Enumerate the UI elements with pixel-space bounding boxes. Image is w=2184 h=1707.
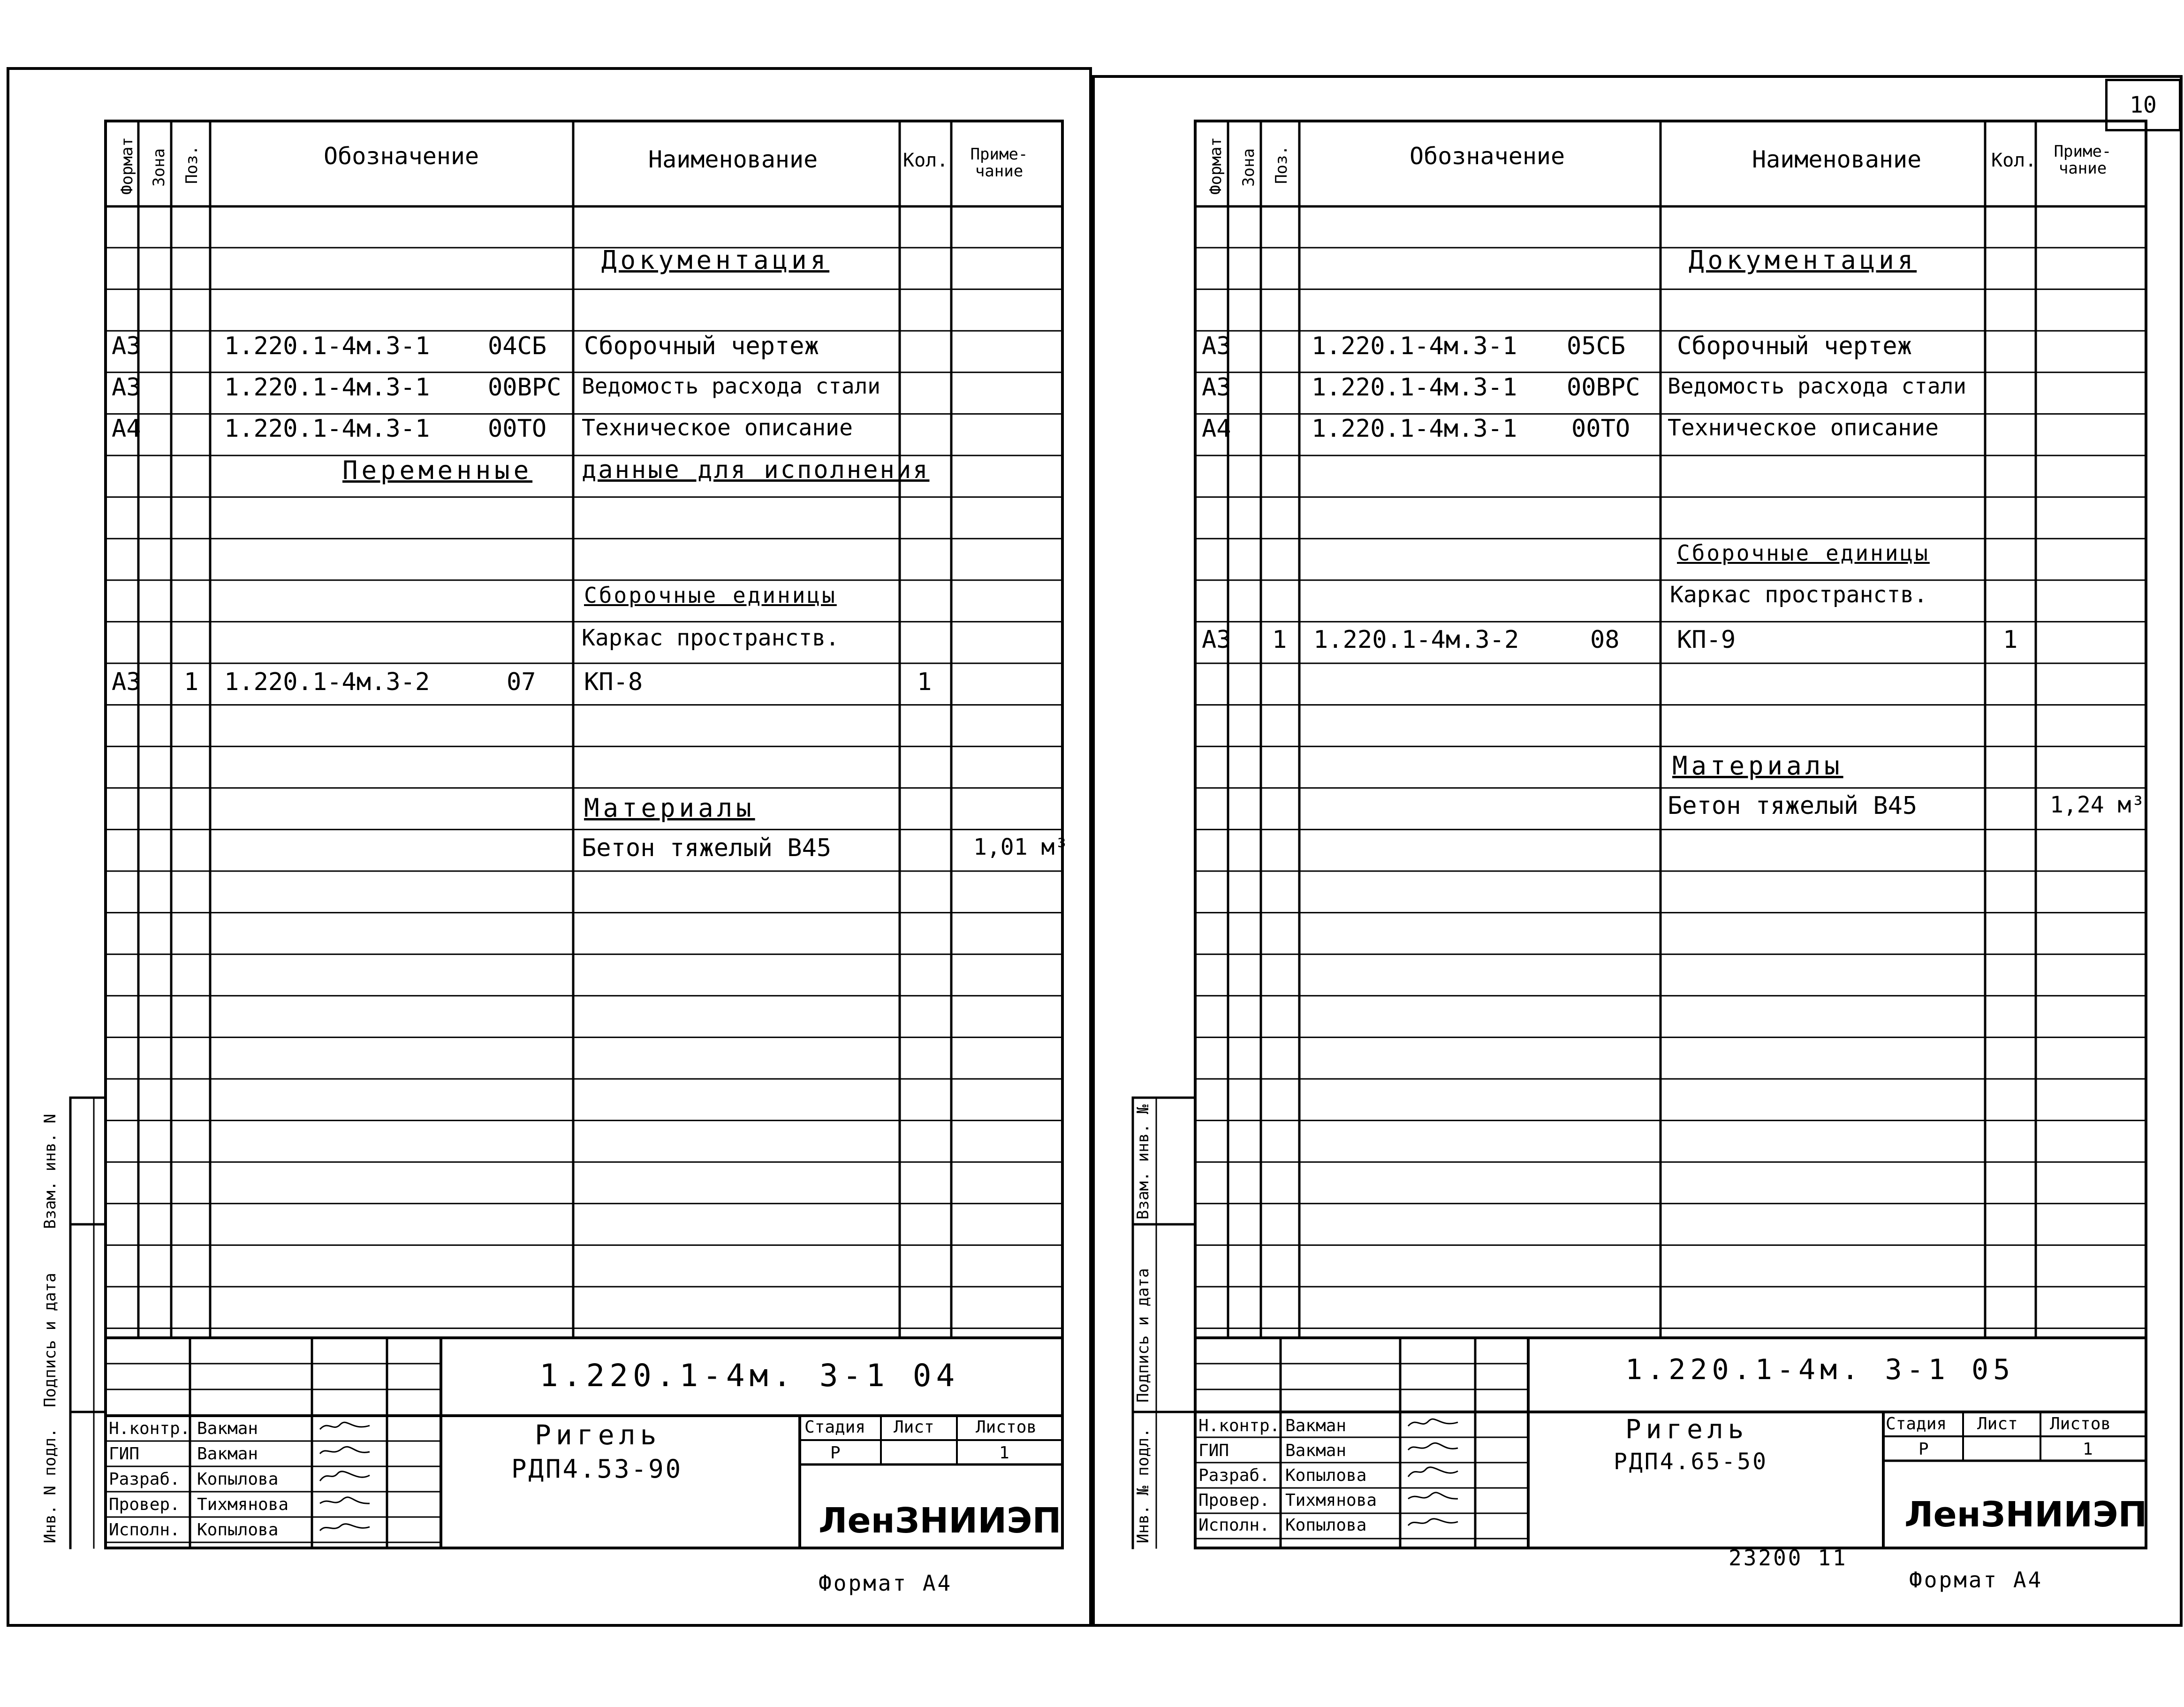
right-role: Исполн.	[1198, 1516, 1270, 1535]
right-row-name: Ведомость расхода стали	[1668, 373, 1966, 399]
left-row-format: А3	[112, 332, 141, 360]
left-role: Провер.	[109, 1495, 180, 1514]
right-sheets-label: Листов	[2050, 1414, 2111, 1434]
left-person: Тихмянова	[197, 1495, 289, 1514]
signature-icon	[1407, 1416, 1459, 1430]
right-side-label: Инв. № подл.	[1134, 1428, 1153, 1543]
right-row-qty: 1	[2003, 626, 2018, 654]
right-row-name: КП-9	[1677, 626, 1736, 654]
left-section-variable: Переменные	[342, 455, 533, 485]
right-person: Вакман	[1285, 1416, 1347, 1435]
right-sheet-label: Лист	[1977, 1414, 2018, 1434]
left-role: Разраб.	[109, 1470, 180, 1489]
right-doc-code: 1.220.1-4м. 3-1 05	[1625, 1353, 2015, 1386]
left-row-pos: 1	[184, 668, 199, 696]
left-header-name: Наименование	[648, 146, 818, 173]
right-person: Тихмянова	[1285, 1491, 1377, 1510]
right-row-designation: 1.220.1-4м.3-1	[1312, 332, 1517, 360]
left-row-suffix: 04СБ	[488, 332, 547, 360]
right-row-designation: 1.220.1-4м.3-1	[1312, 415, 1517, 443]
left-row-format: А3	[112, 668, 141, 696]
left-row-designation: 1.220.1-4м.3-1	[224, 332, 430, 360]
right-row-format: А3	[1202, 332, 1231, 360]
right-format-caption: Формат А4	[1909, 1567, 2043, 1593]
left-row-designation: 1.220.1-4м.3-1	[224, 415, 430, 443]
signature-icon	[1407, 1441, 1459, 1455]
left-header-note: Приме- чание	[970, 145, 1028, 181]
right-header-note: Приме- чание	[2054, 142, 2112, 178]
left-row-suffix: 00ВРС	[488, 373, 561, 402]
left-row-name: Техническое описание	[582, 415, 853, 441]
signature-icon	[1407, 1490, 1459, 1504]
right-header-zone: Зона	[1239, 148, 1258, 187]
right-row-name: Каркас пространств.	[1670, 582, 1928, 608]
right-side-label: Взам. инв. №	[1134, 1104, 1153, 1220]
left-row-name: Ведомость расхода стали	[582, 373, 880, 399]
right-row-format: А3	[1202, 626, 1231, 654]
right-header-name: Наименование	[1752, 146, 1922, 173]
left-side-label: Инв. N подл.	[41, 1428, 60, 1543]
signature-icon	[319, 1444, 371, 1458]
right-subtitle: РДП4.65-50	[1614, 1449, 1768, 1475]
right-row-name: Техническое описание	[1668, 415, 1939, 441]
right-section-materials: Материалы	[1672, 751, 1843, 781]
left-person: Копылова	[197, 1470, 279, 1489]
left-row-name: КП-8	[584, 668, 643, 696]
right-person: Вакман	[1285, 1441, 1347, 1460]
right-row-designation: 1.220.1-4м.3-2	[1313, 626, 1519, 654]
right-row-name: Сборочный чертеж	[1677, 332, 1912, 360]
left-header-qty: Кол.	[903, 150, 948, 171]
right-organization: ЛенЗНИИЭП	[1904, 1495, 2147, 1535]
page-number: 10	[2130, 92, 2157, 118]
left-role: Н.контр.	[109, 1419, 190, 1438]
left-row-designation: 1.220.1-4м.3-1	[224, 373, 430, 402]
left-title: Ригель	[535, 1419, 661, 1451]
signature-icon	[1407, 1465, 1459, 1479]
right-archive-number: 23200 11	[1729, 1545, 1848, 1570]
right-sheets: 1	[2083, 1440, 2093, 1459]
left-sheets-label: Листов	[976, 1418, 1037, 1437]
right-title: Ригель	[1625, 1414, 1749, 1445]
left-section-documentation: Документация	[601, 245, 830, 275]
left-role: Исполн.	[109, 1520, 180, 1540]
right-row-suffix: 00ТО	[1571, 415, 1630, 443]
right-header-designation: Обозначение	[1410, 143, 1565, 170]
left-header-format: Формат	[118, 137, 136, 195]
left-person: Вакман	[197, 1444, 258, 1464]
right-role: ГИП	[1198, 1441, 1229, 1460]
left-section-assembly: Сборочные единицы	[584, 583, 837, 608]
left-subtitle: РДП4.53-90	[511, 1454, 683, 1484]
left-person: Копылова	[197, 1520, 279, 1540]
left-row-name: Каркас пространств.	[582, 625, 840, 651]
right-row-pos: 1	[1272, 626, 1287, 654]
right-row-format: А4	[1202, 415, 1231, 443]
right-row-suffix: 08	[1590, 626, 1620, 654]
left-row-note: 1,01 м³	[973, 834, 1069, 860]
left-row-suffix: 00ТО	[488, 415, 547, 443]
right-role: Н.контр.	[1198, 1416, 1280, 1435]
left-row-format: А3	[112, 373, 141, 402]
right-section-documentation: Документация	[1689, 245, 1917, 275]
right-row-name: Бетон тяжелый В45	[1668, 792, 1918, 820]
left-role: ГИП	[109, 1444, 140, 1464]
left-section-variable-data: данные для исполнения	[582, 456, 930, 484]
left-person: Вакман	[197, 1419, 258, 1438]
right-row-note: 1,24 м³	[2050, 792, 2145, 818]
left-sheets: 1	[999, 1443, 1009, 1463]
left-section-materials: Материалы	[584, 793, 755, 823]
left-row-name: Сборочный чертеж	[584, 332, 819, 360]
left-format-caption: Формат А4	[819, 1570, 953, 1596]
left-doc-code: 1.220.1-4м. 3-1 04	[539, 1358, 960, 1394]
left-row-name: Бетон тяжелый В45	[582, 834, 832, 862]
signature-icon	[1407, 1515, 1459, 1529]
right-row-designation: 1.220.1-4м.3-1	[1312, 373, 1517, 402]
right-side-label: Подпись и дата	[1134, 1268, 1153, 1403]
right-stage: Р	[1919, 1440, 1929, 1459]
left-row-qty: 1	[917, 668, 932, 696]
right-row-suffix: 00ВРС	[1567, 373, 1640, 402]
left-stage: Р	[830, 1443, 841, 1463]
right-person: Копылова	[1285, 1466, 1367, 1485]
right-person: Копылова	[1285, 1516, 1367, 1535]
right-role: Разраб.	[1198, 1466, 1270, 1485]
right-header-pos: Поз.	[1272, 145, 1291, 184]
left-side-label: Взам. инв. N	[41, 1114, 60, 1229]
signature-icon	[319, 1419, 371, 1433]
right-header-qty: Кол.	[1991, 150, 2037, 171]
right-section-assembly: Сборочные единицы	[1677, 540, 1930, 566]
signature-icon	[319, 1520, 371, 1534]
signature-icon	[319, 1470, 371, 1484]
right-role: Провер.	[1198, 1491, 1270, 1510]
left-header-zone: Зона	[150, 148, 168, 187]
left-row-suffix: 07	[507, 668, 536, 696]
right-row-suffix: 05СБ	[1567, 332, 1626, 360]
signature-icon	[319, 1495, 371, 1509]
right-row-format: А3	[1202, 373, 1231, 402]
left-header-pos: Поз.	[182, 145, 201, 184]
left-row-designation: 1.220.1-4м.3-2	[224, 668, 430, 696]
left-side-label: Подпись и дата	[41, 1273, 60, 1407]
left-stage-label: Стадия	[804, 1418, 866, 1437]
left-organization: ЛенЗНИИЭП	[819, 1501, 1062, 1541]
left-header-designation: Обозначение	[324, 143, 479, 170]
right-stage-label: Стадия	[1886, 1414, 1947, 1434]
right-header-format: Формат	[1206, 137, 1225, 195]
left-row-format: А4	[112, 415, 141, 443]
left-sheet-label: Лист	[894, 1418, 934, 1437]
